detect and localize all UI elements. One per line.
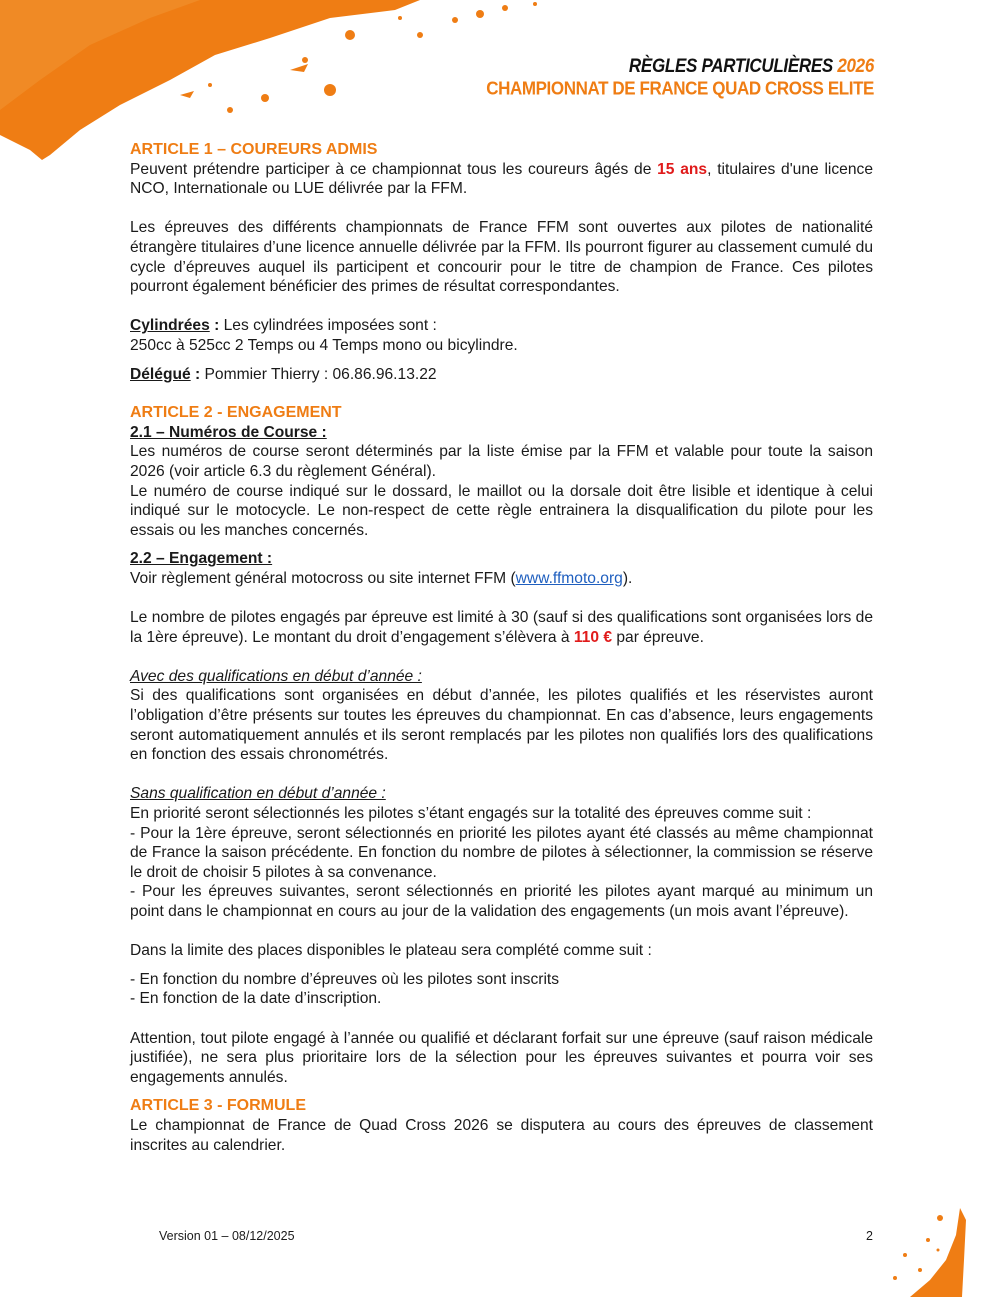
attention-paragraph: Attention, tout pilote engagé à l’année ou qualifié et déclarant forfait sur une épreuve (sauf raison médicale justifiée), ne sera plus prioritaire lors de la sélection pour les épreuves suivantes et pourra voir ses engagements annulés. (130, 1029, 873, 1086)
without-qualifications-line-3: - Pour les épreuves suivantes, seront sélectionnés en priorité les pilotes ayant marqué au minimum un point dans le championnat en cours au jour de la validation des engagements (un mois avant l’épreuve). (130, 883, 873, 920)
without-qualifications-title: Sans qualification en début d’année : (130, 785, 386, 803)
cylinders-label: Cylindrées (130, 317, 210, 335)
ffmoto-link[interactable]: www.ffmoto.org (515, 569, 623, 587)
footer-splash-decoration (880, 1200, 1005, 1300)
limit-item: - En fonction de la date d’inscription. (130, 990, 382, 1008)
delegate-label: Délégué (130, 365, 191, 383)
cylinders-detail: 250cc à 525cc 2 Temps ou 4 Temps mono ou bicylindre. (130, 336, 518, 354)
section-2-1-paragraph-2: Le numéro de course indiqué sur le dossard, le maillot ou la dorsale doit être lisible et identique à celui indiqué sur le motocycle. Le non-respect de cette règle entrainera la disqualification du pilote pour les essais ou les manches concernés. (130, 482, 873, 539)
with-qualifications-title: Avec des qualifications en début d’année : (130, 667, 422, 685)
without-qualifications-line-2: - Pour la 1ère épreuve, seront sélectionnés en priorité les pilotes ayant été classés au même championnat de France la saison précédente. En fonction du nombre de pilotes à sélectionner, la commission se réserve le droit de choisir 5 pilotes à sa convenance. (130, 824, 873, 881)
article-1-heading: ARTICLE 1 – COUREURS ADMIS (130, 141, 378, 158)
page-number: 2 (866, 1229, 873, 1243)
document-body (130, 140, 873, 1155)
section-2-2-paragraph-1: Voir règlement général motocross ou site internet FFM (www.ffmoto.org). (130, 569, 633, 587)
limit-text: Dans la limite des places disponibles le plateau sera complété comme suit : (130, 942, 652, 960)
header-year: 2026 (837, 54, 874, 77)
document-header (486, 56, 874, 100)
header-subtitle: CHAMPIONNAT DE FRANCE QUAD CROSS ELITE (486, 78, 874, 99)
article-3-paragraph: Le championnat de France de Quad Cross 2026 se disputera au cours des épreuves de classement inscrites au calendrier. (130, 1116, 873, 1154)
section-2-2-title: 2.2 – Engagement : (130, 550, 273, 568)
limit-item: - En fonction du nombre d’épreuves où les pilotes sont inscrits (130, 970, 560, 988)
article-3-heading: ARTICLE 3 - FORMULE (130, 1097, 306, 1115)
age-highlight: 15 ans (657, 160, 708, 178)
article-1-paragraph-2: Les épreuves des différents championnats de France FFM sont ouvertes aux pilotes de nationalité étrangère titulaires d’une licence annuelle délivrée par la FFM. Ils pourront figurer au classement cumulé du cycle d’épreuves auquel ils participent et concourir pour le titre de champion de France. Ces pilotes pourront également bénéficier des primes de résultat correspondantes. (130, 219, 873, 296)
article-1-paragraph-1: Peuvent prétendre participer à ce championnat tous les coureurs âgés de 15 ans, titulaires d'une licence NCO, Internationale ou LUE délivrée par la FFM. (130, 160, 873, 198)
without-qualifications-line-1: En priorité seront sélectionnés les pilotes s’étant engagés sur la totalité des épreuves comme suit : (130, 805, 812, 822)
section-2-2-paragraph-2: Le nombre de pilotes engagés par épreuve est limité à 30 (sauf si des qualifications sont organisées lors de la 1ère épreuve). Le montant du droit d’engagement s’élèvera à 110 € par épreuve. (130, 609, 873, 646)
fee-highlight: 110 € (573, 628, 613, 646)
footer-version: Version 01 – 08/12/2025 (159, 1229, 295, 1243)
section-2-1-paragraph-1: Les numéros de course seront déterminés par la liste émise par la FFM et valable pour toute la saison 2026 (voir article 6.3 du règlement Général). (130, 443, 873, 480)
header-title: RÈGLES PARTICULIÈRES 2026 (628, 54, 874, 77)
article-2-heading: ARTICLE 2 - ENGAGEMENT (130, 404, 342, 422)
with-qualifications-text: Si des qualifications sont organisées en début d’année, les pilotes qualifiés et les réservistes auront l’obligation d’être présents sur toutes les épreuves du championnat. En cas d’absence, leurs engagements seront automatiquement annulés et ils seront remplacés par les pilotes non qualifiés lors des qualifications en fonction des essais chronométrés. (130, 687, 873, 764)
delegate-line: Délégué : Pommier Thierry : 06.86.96.13.22 (130, 365, 437, 383)
section-2-1-title: 2.1 – Numéros de Course : (130, 423, 327, 441)
cylinders-line: Cylindrées : Les cylindrées imposées sont : (130, 317, 437, 335)
